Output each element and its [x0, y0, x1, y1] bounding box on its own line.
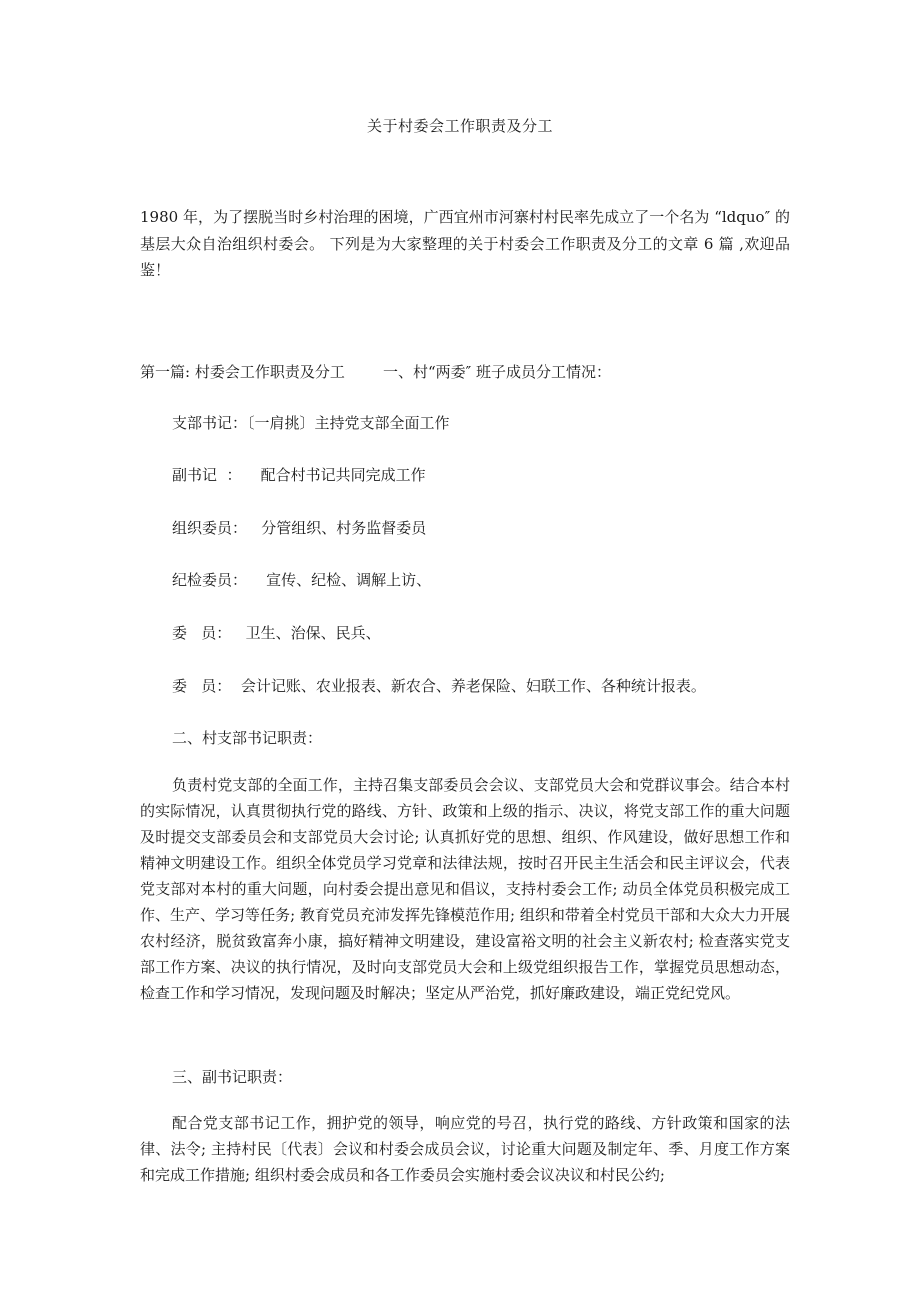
intro-paragraph: 1980 年，为了摆脱当时乡村治理的困境，广西宜州市河寨村村民率先成立了一个名为 “ldquo″ 的基层大众自治组织村委会。 下列是为大家整理的关于村委会工作职责及分工的文章 6 篇 ,欢迎品鉴！ [140, 208, 790, 279]
role-line: 委 员： 卫生、治保、民兵、 [172, 624, 381, 642]
section-2-body: 负责村党支部的全面工作，主持召集支部委员会会议、支部党员大会和党群议事会。结合本村的实际情况，认真贯彻执行党的路线、方针、政策和上级的指示、决议，将党支部工作的重大问题及时提交支部委员会和支部党员大会讨论; 认真抓好党的思想、组织、作风建设，做好思想工作和精神文明建设工作。组织全体党员学习党章和法律法规，按时召开民主生活会和民主评议会，代表党支部对本村的重大问题，向村委会提出意见和倡议，支持村委会工作; 动员全体党员积极完成工作、生产、学习等任务; 教育党员充沛发挥先锋模范作用; 组织和带着全村党员干部和大众大力开展农村经济，脱贫致富奔小康，搞好精神文明建设，建设富裕文明的社会主义新农村; 检查落实党支部工作方案、决议的执行情况，及时向支部党员大会和上级党组织报告工作，掌握党员思想动态，检查工作和学习情况，发现问题及时解决；坚定从严治党，抓好廉政建设，端正党纪党风。 [140, 776, 790, 1002]
section-3-heading: 三、副书记职责： [172, 1068, 293, 1086]
role-line: 纪检委员： 宣传、纪检、调解上访、 [172, 571, 432, 589]
role-line: 组织委员： 分管组织、村务监督委员 [172, 519, 427, 537]
role-line: 支部书记：〔一肩挑〕主持党支部全面工作 [172, 414, 450, 432]
role-line: 委 员： 会计记账、农业报表、新农合、养老保险、妇联工作、各种统计报表。 [172, 677, 706, 695]
role-line: 副书记 ： 配合村书记共同完成工作 [172, 466, 426, 484]
section-2-heading: 二、村支部书记职责： [172, 729, 323, 747]
section-3-body: 配合党支部书记工作，拥护党的领导，响应党的号召，执行党的路线、方针政策和国家的法律、法令; 主持村民〔代表〕会议和村委会成员会议，讨论重大问题及制定年、季、月度工作方案和完成工作措施; 组织村委会成员和各工作委员会实施村委会议决议和村民公约; [140, 1114, 790, 1184]
section-1-heading: 第一篇: 村委会工作职责及分工 一、村“两委″ 班子成员分工情况： [140, 363, 612, 381]
document-title: 关于村委会工作职责及分工 [366, 117, 553, 135]
